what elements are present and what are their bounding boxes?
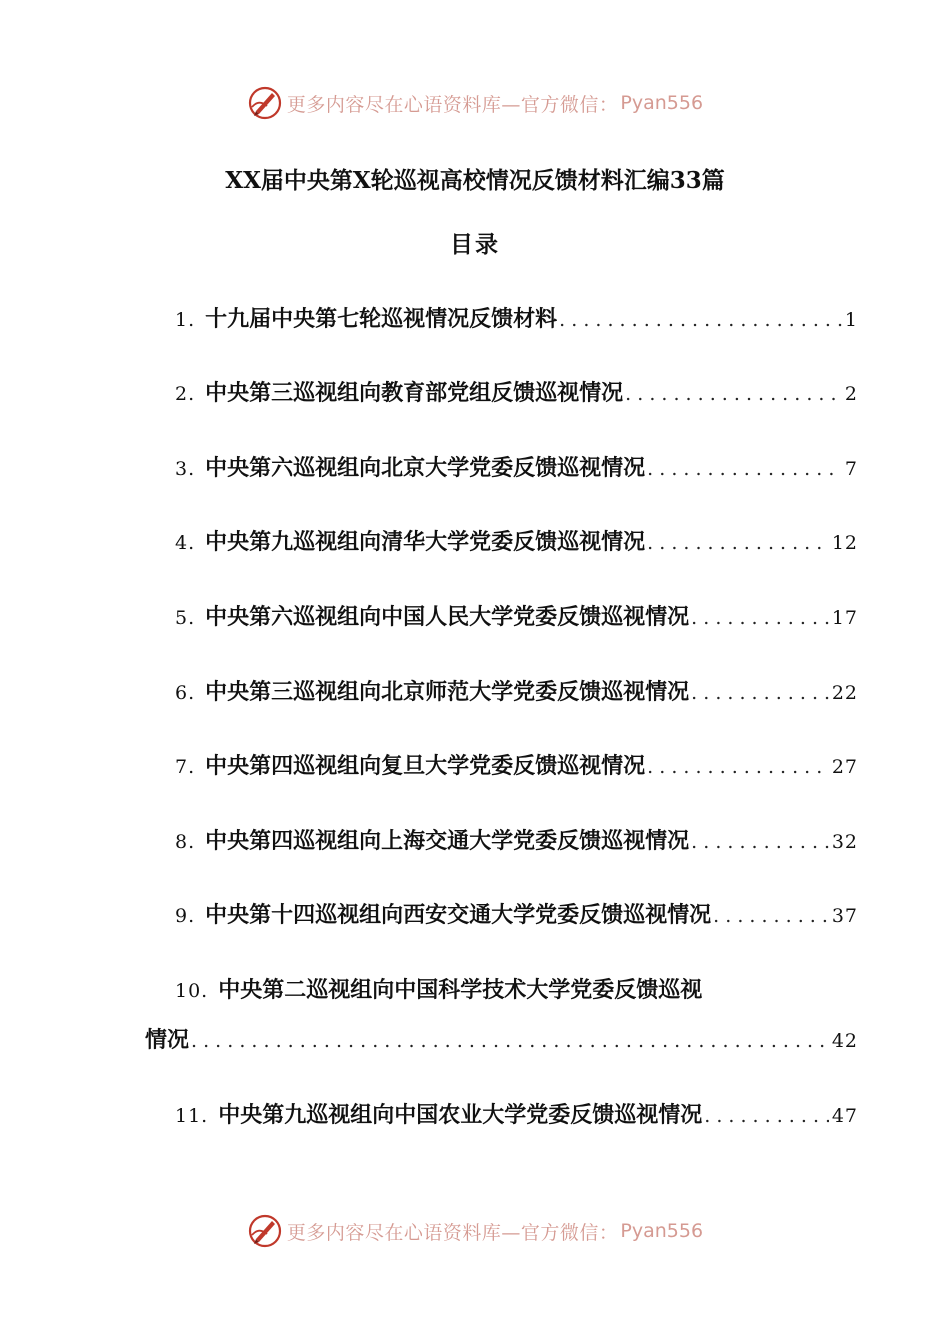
toc-entry-continuation[interactable] <box>145 1023 858 1057</box>
toc-number: 2. <box>175 383 196 405</box>
toc-number: 7. <box>175 756 196 778</box>
toc-number: 4. <box>175 532 196 554</box>
toc-title-continuation: 情况 <box>145 1027 190 1053</box>
toc-entry[interactable] <box>175 1098 858 1132</box>
toc-leader-dots <box>689 607 829 629</box>
toc-entry[interactable] <box>175 525 858 559</box>
toc-leader-dots <box>645 756 829 778</box>
toc-number: 8. <box>175 831 196 853</box>
toc-title: 中央第六巡视组向中国人民大学党委反馈巡视情况 <box>205 604 690 630</box>
toc-heading: 目录 <box>450 231 500 258</box>
toc-leader-dots <box>689 831 829 853</box>
document-title: XX届中央第X轮巡视高校情况反馈材料汇编33篇 <box>225 167 725 194</box>
watermark-banner-top <box>0 83 950 123</box>
toc-leader-dots <box>702 1105 829 1127</box>
toc-page-number: 37 <box>831 905 858 927</box>
toc-entry[interactable] <box>175 376 858 410</box>
toc-page-number: 27 <box>831 756 858 778</box>
toc-title: 中央第九巡视组向中国农业大学党委反馈巡视情况 <box>218 1102 703 1128</box>
toc-page-number: 2 <box>844 383 858 405</box>
toc-page-number: 42 <box>831 1030 858 1052</box>
toc-title: 中央第三巡视组向北京师范大学党委反馈巡视情况 <box>205 679 690 705</box>
toc-leader-dots <box>689 682 829 704</box>
toc-page-number: 12 <box>831 532 858 554</box>
toc-number: 5. <box>175 607 196 629</box>
toc-number: 9. <box>175 905 196 927</box>
toc-page-number: 32 <box>831 831 858 853</box>
watermark-handle: Pyan556 <box>620 1220 704 1242</box>
toc-title: 中央第二巡视组向中国科学技术大学党委反馈巡视 <box>218 977 703 1003</box>
toc-leader-dots <box>623 383 842 405</box>
toc-leader-dots <box>189 1030 829 1052</box>
toc-leader-dots <box>645 532 829 554</box>
toc-number: 6. <box>175 682 196 704</box>
toc-title: 中央第三巡视组向教育部党组反馈巡视情况 <box>205 380 624 406</box>
watermark-handle: Pyan556 <box>620 92 704 114</box>
toc-entry[interactable] <box>175 675 858 709</box>
toc-entry[interactable] <box>175 898 858 932</box>
watermark-text: 更多内容尽在心语资料库—官方微信： <box>286 1221 619 1244</box>
watermark-banner-bottom <box>0 1211 950 1251</box>
toc-page-number: 1 <box>844 309 858 331</box>
toc-title: 中央第十四巡视组向西安交通大学党委反馈巡视情况 <box>205 902 712 928</box>
toc-number: 1. <box>175 309 196 331</box>
toc-title: 十九届中央第七轮巡视情况反馈材料 <box>205 306 558 332</box>
toc-leader-dots <box>711 905 829 927</box>
toc-page-number: 17 <box>831 607 858 629</box>
toc-page-number: 47 <box>831 1105 858 1127</box>
toc-leader-dots <box>557 309 842 331</box>
toc-number: 3. <box>175 458 196 480</box>
toc-entry[interactable] <box>175 824 858 858</box>
pen-logo-icon <box>247 1213 283 1249</box>
toc-number: 11. <box>175 1105 209 1127</box>
toc-entry[interactable] <box>175 302 858 336</box>
toc-title: 中央第四巡视组向上海交通大学党委反馈巡视情况 <box>205 828 690 854</box>
toc-title: 中央第六巡视组向北京大学党委反馈巡视情况 <box>205 455 646 481</box>
toc-number: 10. <box>175 980 209 1002</box>
toc-entry[interactable] <box>175 973 858 1007</box>
toc-entry[interactable] <box>175 451 858 485</box>
watermark-content <box>247 85 703 121</box>
pen-logo-icon <box>247 85 283 121</box>
toc-entry[interactable] <box>175 749 858 783</box>
toc-leader-dots <box>645 458 842 480</box>
toc-page-number: 7 <box>844 458 858 480</box>
toc-title: 中央第四巡视组向复旦大学党委反馈巡视情况 <box>205 753 646 779</box>
toc-entry[interactable] <box>175 600 858 634</box>
watermark-text: 更多内容尽在心语资料库—官方微信： <box>286 93 619 116</box>
toc-page-number: 22 <box>831 682 858 704</box>
toc-title: 中央第九巡视组向清华大学党委反馈巡视情况 <box>205 529 646 555</box>
watermark-content <box>247 1213 703 1249</box>
